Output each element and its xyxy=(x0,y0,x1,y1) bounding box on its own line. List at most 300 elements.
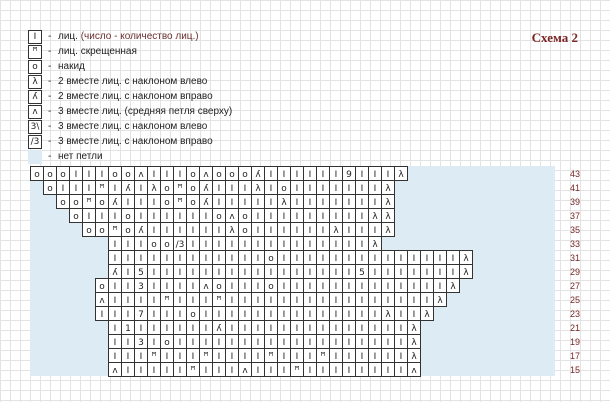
svg-text:I: I xyxy=(360,352,364,362)
svg-text:I: I xyxy=(308,310,312,320)
svg-text:I: I xyxy=(269,366,273,376)
svg-text:I: I xyxy=(295,254,299,264)
chart-cell xyxy=(317,167,330,181)
chart-cell xyxy=(161,363,174,377)
svg-text:I: I xyxy=(113,296,117,306)
chart-cell xyxy=(122,167,135,181)
svg-text:I: I xyxy=(178,366,182,376)
row-number: 41 xyxy=(569,183,581,193)
chart-cell xyxy=(161,321,174,335)
svg-text:ꟸ: ꟸ xyxy=(216,296,222,306)
svg-text:7: 7 xyxy=(138,310,144,320)
chart-cell xyxy=(96,307,109,321)
chart-cell xyxy=(330,363,343,377)
svg-text:I: I xyxy=(152,296,156,306)
chart-cell xyxy=(317,279,330,293)
chart-cell xyxy=(291,209,304,223)
svg-text:I: I xyxy=(321,240,325,250)
svg-text:o: o xyxy=(99,198,105,208)
svg-text:I: I xyxy=(334,254,338,264)
svg-text:λ: λ xyxy=(398,170,404,180)
legend-symbol: λ xyxy=(28,75,42,89)
chart-cell xyxy=(278,307,291,321)
svg-text:I: I xyxy=(165,170,169,180)
svg-text:I: I xyxy=(386,324,390,334)
chart-cell xyxy=(187,195,200,209)
chart-cell xyxy=(343,363,356,377)
svg-text:I: I xyxy=(191,282,195,292)
chart-cell xyxy=(369,349,382,363)
svg-text:I: I xyxy=(243,296,247,306)
chart-cell xyxy=(109,335,122,349)
chart-cell xyxy=(369,279,382,293)
chart-cell xyxy=(213,307,226,321)
chart-cell xyxy=(200,209,213,223)
chart-cell xyxy=(382,195,395,209)
svg-text:λ: λ xyxy=(151,184,157,194)
chart-cell xyxy=(369,293,382,307)
svg-text:I: I xyxy=(373,338,377,348)
chart-cell xyxy=(395,293,408,307)
svg-text:I: I xyxy=(165,282,169,292)
svg-text:I: I xyxy=(399,324,403,334)
chart-cell xyxy=(382,307,395,321)
svg-text:5: 5 xyxy=(138,268,144,278)
chart-cell xyxy=(291,279,304,293)
legend-symbol: ʎ xyxy=(28,90,42,104)
chart-cell xyxy=(213,251,226,265)
chart-cell xyxy=(356,279,369,293)
svg-text:o: o xyxy=(60,170,66,180)
chart-cell xyxy=(122,335,135,349)
svg-text:3: 3 xyxy=(138,338,144,348)
svg-text:I: I xyxy=(295,170,299,180)
chart-cell xyxy=(252,181,265,195)
svg-text:I: I xyxy=(386,254,390,264)
chart-cell xyxy=(369,237,382,251)
svg-text:λ: λ xyxy=(411,352,417,362)
svg-text:I: I xyxy=(282,268,286,278)
svg-text:I: I xyxy=(295,198,299,208)
chart-cell xyxy=(252,363,265,377)
svg-text:I: I xyxy=(191,212,195,222)
svg-text:I: I xyxy=(217,352,221,362)
chart-cell xyxy=(187,363,200,377)
svg-text:o: o xyxy=(73,212,79,222)
chart-cell xyxy=(291,293,304,307)
chart-cell xyxy=(200,195,213,209)
svg-text:λ: λ xyxy=(450,282,456,292)
chart-cell xyxy=(122,223,135,237)
svg-text:I: I xyxy=(178,324,182,334)
chart-cell xyxy=(135,167,148,181)
svg-text:I: I xyxy=(87,184,91,194)
chart-cell xyxy=(239,321,252,335)
chart-cell xyxy=(187,237,200,251)
svg-text:I: I xyxy=(152,212,156,222)
chart-cell xyxy=(96,167,109,181)
chart-cell xyxy=(239,237,252,251)
svg-text:I: I xyxy=(282,352,286,362)
chart-cell xyxy=(122,237,135,251)
svg-text:I: I xyxy=(334,212,338,222)
svg-text:I: I xyxy=(308,324,312,334)
svg-text:I: I xyxy=(152,254,156,264)
legend-symbol: ᴧ xyxy=(28,105,42,119)
chart-cell xyxy=(109,307,122,321)
chart-cell xyxy=(434,265,447,279)
svg-text:I: I xyxy=(126,240,130,250)
svg-text:λ: λ xyxy=(372,212,378,222)
svg-text:I: I xyxy=(308,282,312,292)
svg-text:I: I xyxy=(373,296,377,306)
svg-text:I: I xyxy=(347,254,351,264)
legend-label: лиц. скрещенная xyxy=(58,46,137,57)
chart-cell xyxy=(317,335,330,349)
row-number: 33 xyxy=(569,239,581,249)
svg-text:I: I xyxy=(204,268,208,278)
chart-cell xyxy=(291,251,304,265)
svg-text:I: I xyxy=(165,226,169,236)
no-stitch-cell xyxy=(420,334,555,348)
chart-cell xyxy=(161,181,174,195)
chart-cell xyxy=(226,251,239,265)
svg-text:ᴧ: ᴧ xyxy=(203,170,209,180)
svg-text:I: I xyxy=(321,324,325,334)
svg-text:I: I xyxy=(295,226,299,236)
chart-cell xyxy=(239,251,252,265)
svg-text:λ: λ xyxy=(229,226,235,236)
chart-cell xyxy=(239,181,252,195)
svg-text:I: I xyxy=(399,338,403,348)
no-stitch-cell xyxy=(30,194,56,208)
chart-cell xyxy=(200,293,213,307)
chart-cell xyxy=(460,251,473,265)
svg-text:I: I xyxy=(451,268,455,278)
svg-text:I: I xyxy=(347,352,351,362)
chart-cell xyxy=(382,167,395,181)
legend-symbol: o xyxy=(28,60,42,74)
svg-text:I: I xyxy=(126,282,130,292)
svg-text:I: I xyxy=(334,366,338,376)
legend-label: 2 вместе лиц. с наклоном влево xyxy=(58,76,208,87)
svg-text:I: I xyxy=(165,254,169,264)
svg-text:o: o xyxy=(190,184,196,194)
chart-cell xyxy=(122,181,135,195)
svg-text:I: I xyxy=(360,226,364,236)
legend-dash: - xyxy=(48,151,52,162)
svg-text:I: I xyxy=(295,282,299,292)
svg-text:I: I xyxy=(295,240,299,250)
no-stitch-cell xyxy=(472,264,555,278)
chart-cell xyxy=(317,293,330,307)
chart-cell xyxy=(330,293,343,307)
row-number: 31 xyxy=(569,253,581,263)
svg-text:I: I xyxy=(321,338,325,348)
svg-text:I: I xyxy=(191,226,195,236)
svg-text:λ: λ xyxy=(385,226,391,236)
chart-cell xyxy=(187,251,200,265)
svg-text:I: I xyxy=(373,310,377,320)
svg-text:I: I xyxy=(230,268,234,278)
chart-cell xyxy=(148,265,161,279)
svg-text:I: I xyxy=(126,296,130,306)
svg-text:o: o xyxy=(164,184,170,194)
svg-text:o: o xyxy=(216,170,222,180)
svg-text:I: I xyxy=(334,184,338,194)
svg-text:I: I xyxy=(152,310,156,320)
row-number-column xyxy=(570,169,580,375)
chart-cell xyxy=(252,237,265,251)
svg-text:I: I xyxy=(139,296,143,306)
svg-text:I: I xyxy=(230,310,234,320)
svg-text:I: I xyxy=(373,324,377,334)
chart-cell xyxy=(304,349,317,363)
svg-text:I: I xyxy=(178,282,182,292)
svg-text:I: I xyxy=(113,310,117,320)
chart-cell xyxy=(304,167,317,181)
svg-text:o: o xyxy=(281,184,287,194)
no-stitch-cell xyxy=(30,320,108,334)
chart-cell xyxy=(330,251,343,265)
svg-text:I: I xyxy=(347,282,351,292)
svg-text:I: I xyxy=(399,282,403,292)
chart-cell xyxy=(161,209,174,223)
chart-cell xyxy=(161,195,174,209)
chart-cell xyxy=(161,307,174,321)
chart-cell xyxy=(174,335,187,349)
chart-cell xyxy=(343,167,356,181)
chart-cell xyxy=(161,293,174,307)
chart-cell xyxy=(278,195,291,209)
svg-text:I: I xyxy=(152,282,156,292)
chart-cell xyxy=(174,251,187,265)
svg-text:λ: λ xyxy=(411,338,417,348)
svg-text:I: I xyxy=(399,310,403,320)
chart-cell xyxy=(174,181,187,195)
chart-cell xyxy=(174,167,187,181)
svg-text:o: o xyxy=(99,226,105,236)
chart-cell xyxy=(226,293,239,307)
svg-text:I: I xyxy=(347,296,351,306)
chart-cell xyxy=(356,223,369,237)
svg-text:I: I xyxy=(126,352,130,362)
chart-cell xyxy=(96,209,109,223)
chart-cell xyxy=(434,293,447,307)
chart-cell xyxy=(291,167,304,181)
svg-text:I: I xyxy=(243,254,247,264)
legend-dash: - xyxy=(48,121,52,132)
chart-cell xyxy=(135,293,148,307)
svg-text:I: I xyxy=(230,198,234,208)
chart-cell xyxy=(369,321,382,335)
svg-text:1: 1 xyxy=(125,324,131,334)
chart-cell xyxy=(382,223,395,237)
chart-cell xyxy=(44,181,57,195)
chart-cell xyxy=(135,307,148,321)
chart-cell xyxy=(122,251,135,265)
chart-cell xyxy=(421,307,434,321)
svg-text:I: I xyxy=(360,282,364,292)
chart-cell xyxy=(239,335,252,349)
chart-cell xyxy=(434,251,447,265)
svg-text:ᴧ: ᴧ xyxy=(203,282,209,292)
svg-text:I: I xyxy=(295,352,299,362)
chart-cell xyxy=(70,181,83,195)
svg-text:I: I xyxy=(412,268,416,278)
svg-text:I: I xyxy=(347,240,351,250)
svg-text:I: I xyxy=(139,212,143,222)
chart-cell xyxy=(356,321,369,335)
svg-text:I: I xyxy=(152,226,156,236)
svg-text:I: I xyxy=(204,338,208,348)
svg-text:I: I xyxy=(230,240,234,250)
legend-symbol: I xyxy=(28,30,42,44)
svg-text:/3: /3 xyxy=(175,240,185,250)
chart-cell xyxy=(148,321,161,335)
svg-text:I: I xyxy=(295,268,299,278)
svg-text:I: I xyxy=(269,184,273,194)
svg-text:I: I xyxy=(399,352,403,362)
chart-cell xyxy=(382,335,395,349)
chart-cell xyxy=(161,223,174,237)
chart-cell xyxy=(83,223,96,237)
no-stitch-cell xyxy=(394,222,555,236)
svg-text:I: I xyxy=(282,310,286,320)
svg-text:I: I xyxy=(386,352,390,362)
svg-text:λ: λ xyxy=(333,226,339,236)
chart-cell xyxy=(447,251,460,265)
chart-cell xyxy=(148,237,161,251)
svg-text:I: I xyxy=(360,240,364,250)
svg-text:o: o xyxy=(190,310,196,320)
svg-text:I: I xyxy=(230,352,234,362)
chart-cell xyxy=(343,335,356,349)
scheme-title: Схема 2 xyxy=(531,30,578,45)
row-number: 27 xyxy=(569,281,581,291)
svg-text:λ: λ xyxy=(281,198,287,208)
svg-text:I: I xyxy=(243,324,247,334)
chart-cell xyxy=(83,195,96,209)
svg-text:I: I xyxy=(126,366,130,376)
chart-cell xyxy=(174,265,187,279)
svg-text:I: I xyxy=(191,240,195,250)
svg-text:o: o xyxy=(190,170,196,180)
chart-cell xyxy=(317,307,330,321)
svg-text:I: I xyxy=(165,366,169,376)
svg-text:I: I xyxy=(308,198,312,208)
svg-text:I: I xyxy=(308,338,312,348)
svg-text:I: I xyxy=(360,296,364,306)
chart-cell xyxy=(369,363,382,377)
chart-cell xyxy=(187,209,200,223)
chart-cell xyxy=(200,363,213,377)
chart-cell xyxy=(408,279,421,293)
svg-text:I: I xyxy=(425,254,429,264)
chart-cell xyxy=(343,237,356,251)
svg-text:ʎ: ʎ xyxy=(203,184,209,194)
svg-text:I: I xyxy=(256,282,260,292)
chart-cell xyxy=(70,209,83,223)
no-stitch-cell xyxy=(472,250,555,264)
chart-cell xyxy=(395,321,408,335)
chart-cell xyxy=(252,167,265,181)
svg-text:I: I xyxy=(360,198,364,208)
chart-cell xyxy=(356,363,369,377)
chart-cell xyxy=(343,307,356,321)
chart-cell xyxy=(226,209,239,223)
chart-cell xyxy=(278,321,291,335)
chart-cell xyxy=(252,335,265,349)
chart-cell xyxy=(317,321,330,335)
svg-text:I: I xyxy=(438,268,442,278)
svg-text:I: I xyxy=(243,282,247,292)
chart-cell xyxy=(395,349,408,363)
svg-text:I: I xyxy=(269,268,273,278)
chart-cell xyxy=(187,293,200,307)
legend-label: 3 вместе лиц. с наклоном влево xyxy=(58,121,208,132)
chart-cell xyxy=(226,279,239,293)
chart-cell xyxy=(122,321,135,335)
svg-text:I: I xyxy=(204,296,208,306)
svg-text:o: o xyxy=(73,198,79,208)
legend-dash: - xyxy=(48,76,52,87)
chart-cell xyxy=(252,251,265,265)
chart-cell xyxy=(174,209,187,223)
chart-cell xyxy=(252,293,265,307)
svg-text:I: I xyxy=(230,338,234,348)
legend-note: (число - количество лиц.) xyxy=(77,31,199,42)
svg-text:I: I xyxy=(152,324,156,334)
legend-symbol: /3 xyxy=(28,135,42,149)
svg-text:I: I xyxy=(113,282,117,292)
chart-cell xyxy=(174,307,187,321)
svg-text:I: I xyxy=(100,212,104,222)
svg-text:I: I xyxy=(360,254,364,264)
svg-text:I: I xyxy=(425,282,429,292)
chart-cell xyxy=(226,181,239,195)
svg-text:I: I xyxy=(243,184,247,194)
chart-cell xyxy=(408,293,421,307)
chart-cell xyxy=(122,349,135,363)
chart-cell xyxy=(109,181,122,195)
chart-cell xyxy=(174,363,187,377)
chart-cell xyxy=(382,251,395,265)
chart-cell xyxy=(122,307,135,321)
svg-text:ᴧ: ᴧ xyxy=(112,366,118,376)
chart-cell xyxy=(161,237,174,251)
svg-text:I: I xyxy=(165,268,169,278)
chart-cell xyxy=(109,363,122,377)
svg-text:I: I xyxy=(191,254,195,264)
chart-cell xyxy=(213,237,226,251)
chart-cell xyxy=(343,223,356,237)
svg-text:I: I xyxy=(321,254,325,264)
chart-cell xyxy=(213,223,226,237)
chart-cell xyxy=(109,265,122,279)
chart-cell xyxy=(382,321,395,335)
svg-text:I: I xyxy=(412,254,416,264)
svg-text:o: o xyxy=(60,198,66,208)
svg-text:I: I xyxy=(321,310,325,320)
chart-cell xyxy=(135,251,148,265)
chart-cell xyxy=(343,321,356,335)
chart-cell xyxy=(395,307,408,321)
svg-text:o: o xyxy=(164,240,170,250)
chart-cell xyxy=(278,223,291,237)
no-stitch-cell xyxy=(394,208,555,222)
chart-cell xyxy=(213,265,226,279)
